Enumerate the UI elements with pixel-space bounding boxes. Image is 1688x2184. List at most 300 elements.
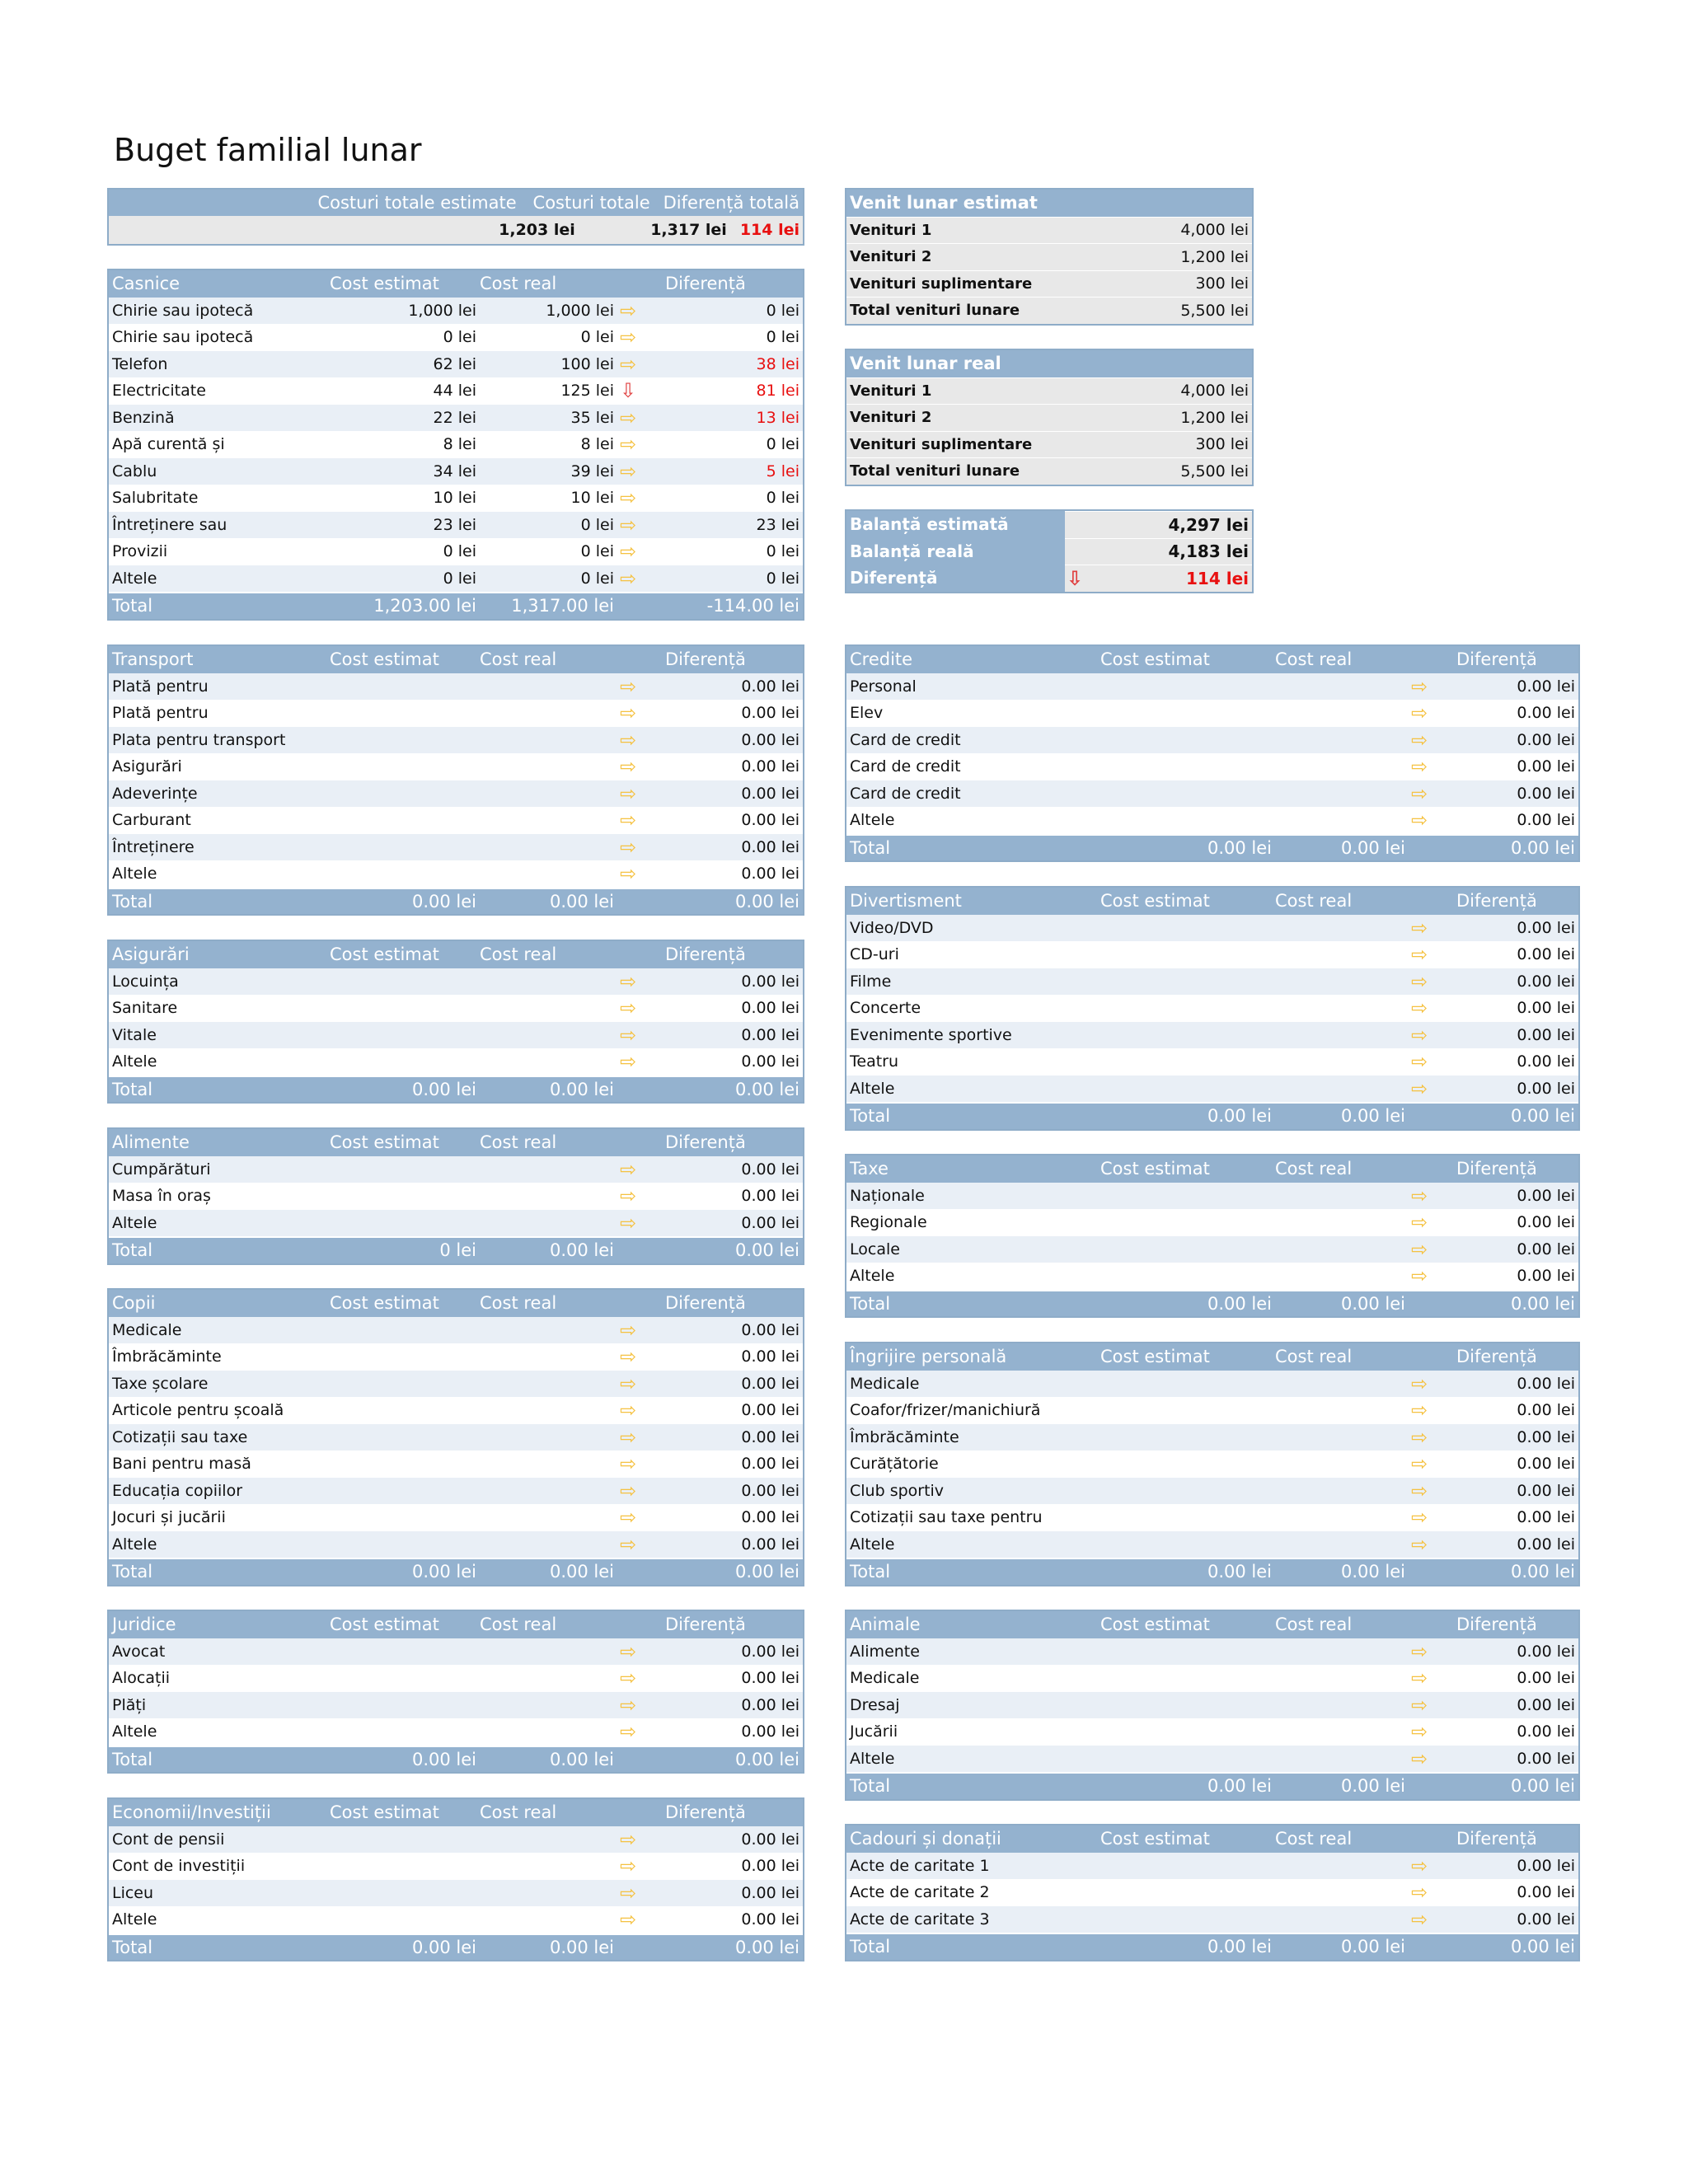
- row-difference: 0.00 lei: [741, 811, 799, 830]
- row-difference: 0.00 lei: [1517, 757, 1575, 776]
- row-difference: 0 lei: [766, 489, 799, 508]
- total-estimated: 1,203.00 lei: [373, 596, 476, 616]
- row-difference: 0.00 lei: [1517, 1401, 1575, 1420]
- income-real-label: Total venituri lunare: [850, 462, 1020, 480]
- row-label: Cotizații sau taxe: [112, 1427, 248, 1446]
- col-header-est: Cost estimat: [330, 1132, 439, 1153]
- summary-value-total[interactable]: 1,317 lei: [650, 221, 727, 239]
- row-difference: 38 lei: [756, 354, 799, 373]
- row-label: Curățătorie: [850, 1455, 939, 1474]
- row-difference: 0.00 lei: [741, 837, 799, 856]
- section-ingrijire: [845, 1342, 1580, 1586]
- summary-header-diff: Diferență totală: [663, 193, 800, 213]
- summary-header-total: Costuri totale: [532, 193, 650, 213]
- section-title: Economii/Investiții: [112, 1802, 271, 1823]
- row-difference: 0.00 lei: [1517, 1535, 1575, 1554]
- balance-label: Diferență: [846, 565, 1065, 592]
- arrow-right-icon: ⇨: [1410, 1881, 1428, 1905]
- row-cost-estimated[interactable]: 10 lei: [433, 489, 476, 508]
- row-difference: 0 lei: [766, 542, 799, 561]
- table-row: [109, 458, 803, 485]
- income-estimated-label: Venituri suplimentare: [850, 274, 1033, 293]
- row-label: Întreținere: [112, 837, 195, 856]
- col-header-diff: Diferență: [1456, 1829, 1537, 1849]
- total-real: 0.00 lei: [549, 1749, 614, 1769]
- total-label: Total: [112, 1079, 153, 1099]
- total-difference: 0.00 lei: [734, 1937, 799, 1957]
- row-cost-estimated[interactable]: 22 lei: [433, 408, 476, 427]
- row-difference: 0.00 lei: [741, 972, 799, 991]
- row-label: Apă curentă și: [112, 435, 225, 454]
- income-estimated-row: [846, 243, 1252, 270]
- table-row: [846, 1451, 1578, 1478]
- total-estimated: 0.00 lei: [411, 1079, 476, 1099]
- row-label: Chirie sau ipotecă: [112, 301, 254, 320]
- table-row: [846, 1183, 1578, 1210]
- row-label: Plăți: [112, 1695, 147, 1714]
- total-estimated: 0.00 lei: [411, 1937, 476, 1957]
- col-header-diff: Diferență: [1456, 1347, 1537, 1367]
- income-real-value[interactable]: 4,000 lei: [1180, 382, 1249, 401]
- row-difference: 0.00 lei: [1517, 1883, 1575, 1902]
- section-animale: [845, 1610, 1580, 1801]
- row-label: Întreținere sau: [112, 515, 227, 534]
- balance-value[interactable]: 4,297 lei: [1065, 511, 1252, 538]
- arrow-right-icon: ⇨: [619, 1479, 637, 1502]
- arrow-right-icon: ⇨: [619, 1157, 637, 1181]
- row-label: Cumpărături: [112, 1160, 211, 1179]
- row-difference: 0 lei: [766, 301, 799, 320]
- section-alimente: [107, 1127, 804, 1265]
- row-label: Altele: [850, 1079, 895, 1098]
- total-real: 0.00 lei: [1340, 1776, 1405, 1797]
- row-difference: 0.00 lei: [741, 1910, 799, 1929]
- arrow-right-icon: ⇨: [619, 540, 637, 564]
- arrow-right-icon: ⇨: [619, 1854, 637, 1878]
- col-header-real: Cost real: [480, 944, 557, 965]
- arrow-right-icon: ⇨: [619, 1532, 637, 1556]
- row-label: Medicale: [112, 1320, 182, 1339]
- section-title: Credite: [850, 649, 913, 670]
- section-total-row: [846, 1772, 1578, 1799]
- total-difference: 0.00 lei: [734, 1562, 799, 1582]
- arrow-right-icon: ⇨: [619, 1827, 637, 1851]
- total-difference: 0.00 lei: [734, 1749, 799, 1769]
- section-total-row: [109, 1933, 803, 1961]
- row-label: Bani pentru masă: [112, 1455, 251, 1474]
- row-cost-estimated[interactable]: 62 lei: [433, 354, 476, 373]
- balance-value[interactable]: 4,183 lei: [1065, 538, 1252, 565]
- row-label: Evenimente sportive: [850, 1025, 1012, 1044]
- section-total-row: [846, 1933, 1578, 1960]
- total-difference: 0.00 lei: [1510, 1937, 1575, 1957]
- row-difference: 0.00 lei: [1517, 945, 1575, 964]
- income-estimated-block: [845, 188, 1254, 326]
- arrow-right-icon: ⇨: [619, 459, 637, 483]
- col-header-real: Cost real: [1275, 649, 1353, 670]
- row-label: Taxe școlare: [112, 1374, 209, 1393]
- row-label: Telefon: [112, 354, 168, 373]
- row-label: Asigurări: [112, 757, 182, 776]
- arrow-right-icon: ⇨: [619, 862, 637, 886]
- row-label: Educația copiilor: [112, 1481, 243, 1500]
- row-difference: 0.00 lei: [741, 1401, 799, 1420]
- table-row: [109, 324, 803, 351]
- row-cost-estimated[interactable]: 0 lei: [443, 569, 476, 588]
- row-cost-real[interactable]: 1,000 lei: [546, 301, 614, 320]
- row-cost-estimated[interactable]: 0 lei: [443, 328, 476, 347]
- income-estimated-row: [846, 217, 1252, 244]
- row-difference: 0.00 lei: [1517, 1052, 1575, 1071]
- arrow-right-icon: ⇨: [1410, 1907, 1428, 1931]
- row-label: Video/DVD: [850, 918, 934, 937]
- section-title: Taxe: [850, 1159, 889, 1179]
- arrow-right-icon: ⇨: [619, 674, 637, 698]
- row-difference: 0.00 lei: [1517, 1642, 1575, 1661]
- row-difference: 0.00 lei: [1517, 1910, 1575, 1929]
- table-row: [109, 1880, 803, 1907]
- row-label: Regionale: [850, 1213, 927, 1232]
- row-difference: 0.00 lei: [741, 1455, 799, 1474]
- row-cost-real[interactable]: 39 lei: [570, 462, 614, 480]
- row-label: Cablu: [112, 462, 157, 480]
- section-title: Divertisment: [850, 891, 962, 912]
- table-row: [109, 1451, 803, 1478]
- section-header: [846, 888, 1578, 915]
- row-label: Altele: [850, 811, 895, 830]
- section-title: Îngrijire personală: [850, 1347, 1007, 1367]
- income-estimated-title: Venit lunar estimat: [846, 190, 1252, 217]
- row-label: Card de credit: [850, 757, 961, 776]
- income-real-row: [846, 431, 1252, 458]
- col-header-est: Cost estimat: [330, 1293, 439, 1314]
- row-cost-real[interactable]: 8 lei: [580, 435, 614, 454]
- section-total-row: [846, 834, 1578, 861]
- col-header-est: Cost estimat: [330, 1615, 439, 1635]
- table-row: [109, 538, 803, 565]
- balance-diff-text: 114 lei: [1186, 568, 1249, 588]
- table-row: [109, 1718, 803, 1746]
- arrow-right-icon: ⇨: [1410, 1023, 1428, 1047]
- row-label: Acte de caritate 2: [850, 1883, 990, 1902]
- arrow-right-icon: ⇨: [619, 1425, 637, 1449]
- row-difference: 0 lei: [766, 328, 799, 347]
- section-title: Cadouri și donații: [850, 1829, 1001, 1849]
- arrow-right-icon: ⇨: [619, 326, 637, 349]
- row-cost-real[interactable]: 0 lei: [580, 328, 614, 347]
- arrow-right-icon: ⇨: [619, 969, 637, 993]
- balance-row: [846, 511, 1252, 538]
- income-real-value[interactable]: 5,500 lei: [1180, 462, 1249, 480]
- arrow-right-icon: ⇨: [619, 781, 637, 805]
- summary-block: [107, 188, 804, 246]
- arrow-right-icon: ⇨: [619, 1639, 637, 1663]
- total-estimated: 0.00 lei: [1207, 1106, 1272, 1127]
- arrow-down-icon: ⇩: [1067, 566, 1084, 590]
- arrow-right-icon: ⇨: [1410, 1237, 1428, 1261]
- total-real: 0.00 lei: [549, 1240, 614, 1261]
- row-difference: 0.00 lei: [741, 1722, 799, 1741]
- row-difference: 13 lei: [756, 408, 799, 427]
- total-difference: 0.00 lei: [1510, 1106, 1575, 1127]
- arrow-right-icon: ⇨: [1410, 1425, 1428, 1449]
- income-estimated-label: Venituri 2: [850, 248, 932, 266]
- table-row: [109, 405, 803, 432]
- row-difference: 0.00 lei: [1517, 1213, 1575, 1232]
- total-label: Total: [850, 1776, 891, 1797]
- total-estimated: 0.00 lei: [411, 1749, 476, 1769]
- section-header: [109, 270, 803, 298]
- income-estimated-value[interactable]: 4,000 lei: [1180, 221, 1249, 240]
- row-label: Liceu: [112, 1883, 154, 1902]
- row-label: Medicale: [850, 1374, 920, 1393]
- arrow-right-icon: ⇨: [619, 513, 637, 537]
- row-cost-real[interactable]: 10 lei: [570, 489, 614, 508]
- row-label: Articole pentru școală: [112, 1401, 284, 1420]
- row-label: Cont de pensii: [112, 1830, 225, 1849]
- total-real: 0.00 lei: [549, 1562, 614, 1582]
- table-row: [109, 1826, 803, 1854]
- balance-label: Balanță estimată: [846, 511, 1065, 538]
- table-row: [109, 298, 803, 325]
- arrow-right-icon: ⇨: [1410, 1506, 1428, 1530]
- row-cost-estimated[interactable]: 1,000 lei: [408, 301, 476, 320]
- arrow-right-icon: ⇨: [619, 1211, 637, 1235]
- section-header: [846, 1155, 1578, 1183]
- arrow-right-icon: ⇨: [619, 835, 637, 859]
- row-difference: 0.00 lei: [741, 730, 799, 749]
- row-difference: 0.00 lei: [1517, 1240, 1575, 1258]
- row-label: Plată pentru: [112, 704, 209, 723]
- section-transport: [107, 644, 804, 916]
- row-difference: 0.00 lei: [1517, 1455, 1575, 1474]
- row-label: Alocații: [112, 1669, 170, 1688]
- col-header-real: Cost real: [480, 1615, 557, 1635]
- row-difference: 0.00 lei: [741, 1025, 799, 1044]
- row-difference: 0.00 lei: [1517, 999, 1575, 1018]
- table-row: [109, 1156, 803, 1183]
- row-difference: 0.00 lei: [741, 865, 799, 883]
- income-estimated-label: Total venituri lunare: [850, 302, 1020, 320]
- income-real-value[interactable]: 1,200 lei: [1180, 408, 1249, 427]
- arrow-right-icon: ⇨: [1410, 1479, 1428, 1502]
- row-label: Acte de caritate 3: [850, 1910, 990, 1929]
- row-label: Plata pentru transport: [112, 730, 286, 749]
- row-cost-real[interactable]: 0 lei: [580, 515, 614, 534]
- arrow-right-icon: ⇨: [619, 1881, 637, 1905]
- total-label: Total: [112, 596, 153, 616]
- row-cost-estimated[interactable]: 44 lei: [433, 382, 476, 401]
- row-difference: 0.00 lei: [1517, 1427, 1575, 1446]
- row-label: Filme: [850, 972, 892, 991]
- total-label: Total: [850, 1937, 891, 1957]
- row-label: Naționale: [850, 1186, 925, 1205]
- table-row: [109, 1853, 803, 1880]
- table-row: [109, 1343, 803, 1371]
- arrow-right-icon: ⇨: [619, 808, 637, 832]
- row-difference: 0.00 lei: [741, 1481, 799, 1500]
- income-real-title: Venit lunar real: [846, 350, 1252, 377]
- row-difference: 0.00 lei: [741, 999, 799, 1018]
- row-label: Chirie sau ipotecă: [112, 328, 254, 347]
- total-estimated: 0.00 lei: [1207, 1776, 1272, 1797]
- total-real: 0.00 lei: [1340, 837, 1405, 858]
- col-header-est: Cost estimat: [330, 1802, 439, 1823]
- balance-block: [845, 509, 1254, 593]
- section-credite: [845, 644, 1580, 862]
- arrow-right-icon: ⇨: [1410, 1399, 1428, 1422]
- table-row: [109, 700, 803, 727]
- section-header: [846, 1343, 1578, 1371]
- total-label: Total: [850, 1106, 891, 1127]
- row-difference: 0.00 lei: [741, 1830, 799, 1849]
- arrow-right-icon: ⇨: [619, 996, 637, 1020]
- arrow-right-icon: ⇨: [1410, 808, 1428, 832]
- row-difference: 0.00 lei: [741, 1857, 799, 1876]
- table-row: [109, 1906, 803, 1933]
- balance-label: Balanță reală: [846, 538, 1065, 565]
- balance-row: [846, 538, 1252, 565]
- summary-values-row: [109, 216, 803, 244]
- row-cost-estimated[interactable]: 0 lei: [443, 542, 476, 561]
- arrow-right-icon: ⇨: [619, 1184, 637, 1208]
- table-row: [846, 780, 1578, 808]
- balance-value[interactable]: [1065, 565, 1252, 592]
- income-estimated-value[interactable]: 1,200 lei: [1180, 247, 1249, 266]
- total-label: Total: [850, 837, 891, 858]
- table-row: [846, 700, 1578, 727]
- section-header: [109, 1290, 803, 1317]
- row-cost-real[interactable]: 0 lei: [580, 542, 614, 561]
- income-real-block: [845, 349, 1254, 486]
- row-label: Salubritate: [112, 489, 199, 508]
- col-header-est: Cost estimat: [1100, 649, 1210, 670]
- table-row: [846, 1746, 1578, 1773]
- row-cost-real[interactable]: 35 lei: [570, 408, 614, 427]
- total-real: 0.00 lei: [549, 891, 614, 912]
- total-estimated: 0.00 lei: [1207, 837, 1272, 858]
- row-cost-real[interactable]: 125 lei: [560, 382, 614, 401]
- table-row: [109, 1478, 803, 1505]
- row-difference: 0.00 lei: [1517, 1722, 1575, 1741]
- arrow-right-icon: ⇨: [1410, 1371, 1428, 1395]
- total-real: 0.00 lei: [549, 1937, 614, 1957]
- table-row: [846, 1048, 1578, 1076]
- section-total-row: [109, 592, 803, 619]
- table-row: [109, 1424, 803, 1451]
- row-difference: 5 lei: [766, 462, 799, 480]
- arrow-right-icon: ⇨: [619, 1318, 637, 1342]
- arrow-right-icon: ⇨: [619, 1399, 637, 1422]
- total-label: Total: [112, 1937, 153, 1957]
- row-difference: 0.00 lei: [741, 784, 799, 803]
- row-difference: 0.00 lei: [741, 1669, 799, 1688]
- table-row: [109, 753, 803, 780]
- total-estimated: 0.00 lei: [1207, 1293, 1272, 1314]
- section-total-row: [109, 1076, 803, 1103]
- row-label: Carburant: [112, 811, 191, 830]
- arrow-right-icon: ⇨: [619, 1908, 637, 1932]
- row-label: Altele: [112, 1910, 157, 1929]
- row-cost-estimated[interactable]: 23 lei: [433, 515, 476, 534]
- income-estimated-value[interactable]: 5,500 lei: [1180, 301, 1249, 320]
- row-label: Vitale: [112, 1025, 157, 1044]
- arrow-right-icon: ⇨: [1410, 1693, 1428, 1717]
- summary-value-diff[interactable]: 114 lei: [739, 221, 799, 239]
- row-label: Altele: [850, 1267, 895, 1286]
- total-label: Total: [850, 1293, 891, 1314]
- table-row: [109, 807, 803, 834]
- col-header-diff: Diferență: [1456, 1159, 1537, 1179]
- income-estimated-value[interactable]: 300 lei: [1195, 274, 1249, 293]
- row-difference: 0.00 lei: [741, 1508, 799, 1527]
- row-difference: 0.00 lei: [1517, 1079, 1575, 1098]
- row-label: Benzină: [112, 408, 175, 427]
- table-row: [846, 673, 1578, 701]
- row-label: Jucării: [850, 1722, 898, 1741]
- table-row: [846, 1692, 1578, 1719]
- income-real-label: Venituri 2: [850, 409, 932, 427]
- total-difference: 0.00 lei: [1510, 1293, 1575, 1314]
- row-difference: 0.00 lei: [741, 1535, 799, 1554]
- arrow-right-icon: ⇨: [1410, 996, 1428, 1020]
- row-cost-estimated[interactable]: 8 lei: [443, 435, 476, 454]
- row-label: Dresaj: [850, 1695, 900, 1714]
- arrow-right-icon: ⇨: [1410, 728, 1428, 752]
- row-cost-real[interactable]: 100 lei: [560, 354, 614, 373]
- total-difference: 0.00 lei: [734, 1240, 799, 1261]
- table-row: [846, 1397, 1578, 1424]
- col-header-real: Cost real: [1275, 891, 1353, 912]
- row-difference: 0.00 lei: [1517, 918, 1575, 937]
- row-difference: 0.00 lei: [1517, 1481, 1575, 1500]
- section-total-row: [846, 1290, 1578, 1317]
- table-row: [846, 1718, 1578, 1746]
- table-row: [109, 565, 803, 593]
- balance-row: [846, 565, 1252, 592]
- total-real: 1,317.00 lei: [511, 596, 614, 616]
- table-row: [109, 377, 803, 405]
- section-casnice: [107, 269, 804, 621]
- summary-value-estimated[interactable]: 1,203 lei: [499, 221, 575, 239]
- section-taxe: [845, 1154, 1580, 1318]
- col-header-est: Cost estimat: [1100, 1615, 1210, 1635]
- income-real-label: Venituri suplimentare: [850, 435, 1033, 453]
- arrow-right-icon: ⇨: [1410, 916, 1428, 940]
- table-row: [109, 1504, 803, 1531]
- arrow-right-icon: ⇨: [619, 1452, 637, 1476]
- table-row: [109, 1048, 803, 1076]
- row-cost-real[interactable]: 0 lei: [580, 569, 614, 588]
- row-difference: 0.00 lei: [741, 1320, 799, 1339]
- col-header-est: Cost estimat: [330, 649, 439, 670]
- total-label: Total: [112, 1562, 153, 1582]
- col-header-diff: Diferență: [665, 1802, 746, 1823]
- section-total-row: [109, 888, 803, 915]
- row-difference: 0.00 lei: [1517, 704, 1575, 723]
- table-row: [109, 968, 803, 996]
- col-header-est: Cost estimat: [330, 274, 439, 294]
- row-difference: 0.00 lei: [1517, 1695, 1575, 1714]
- arrow-right-icon: ⇨: [619, 405, 637, 429]
- arrow-right-icon: ⇨: [619, 486, 637, 510]
- row-difference: 0.00 lei: [741, 704, 799, 723]
- income-real-value[interactable]: 300 lei: [1195, 435, 1249, 454]
- table-row: [109, 512, 803, 539]
- row-label: Altele: [850, 1535, 895, 1554]
- row-cost-estimated[interactable]: 34 lei: [433, 462, 476, 480]
- table-row: [109, 1531, 803, 1558]
